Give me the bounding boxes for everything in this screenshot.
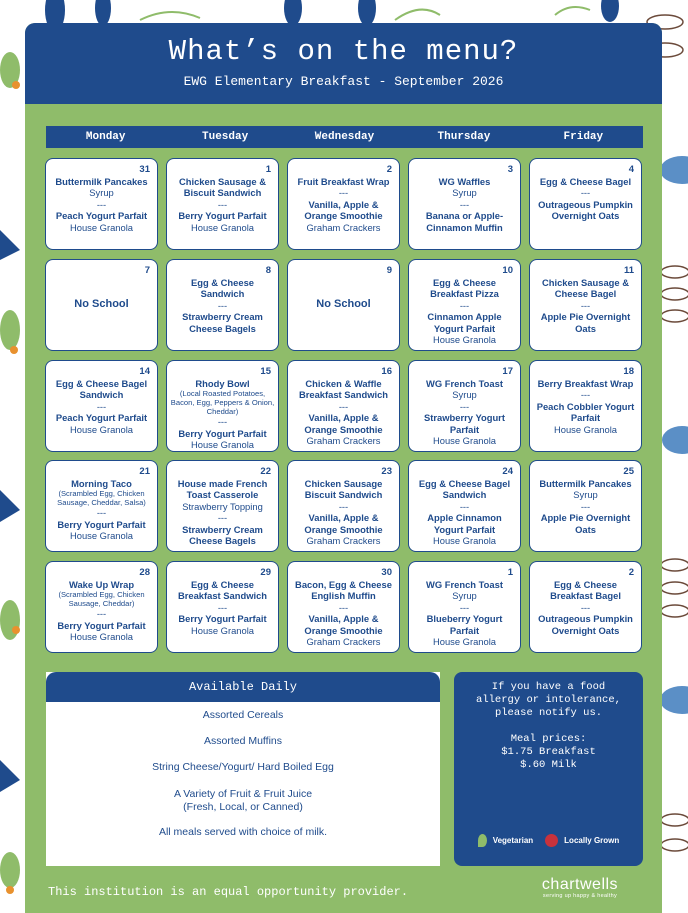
- menu-separator: ---: [459, 299, 470, 311]
- info-box: [454, 672, 643, 866]
- weekday-wednesday: Wednesday: [314, 131, 375, 143]
- menu-item: Outrageous Pumpkin Overnight Oats: [538, 198, 633, 222]
- menu-day-cell: [45, 259, 158, 351]
- menu-day-cell: [408, 460, 521, 552]
- menu-item: House Granola: [69, 530, 134, 542]
- menu-item: Banana or Apple-Cinnamon Muffin: [425, 210, 504, 233]
- menu-separator: ---: [580, 187, 591, 199]
- menu-item: WG French Toast: [426, 378, 503, 389]
- menu-item: House Granola: [190, 221, 255, 233]
- brand-name: chartwells: [541, 876, 619, 893]
- daily-item: String Cheese/Yogurt/ Hard Boiled Egg: [152, 761, 334, 773]
- menu-item: House Granola: [432, 535, 497, 547]
- menu-day-cell: [529, 158, 642, 250]
- weekday-monday: Monday: [85, 131, 126, 143]
- allergy-notice-line: If you have a food: [491, 681, 606, 693]
- daily-item: A Variety of Fruit & Fruit Juice: [173, 788, 313, 800]
- meal-prices-line: $1.75 Breakfast: [501, 746, 596, 758]
- day-number: 18: [623, 366, 634, 377]
- menu-item: Blueberry Yogurt Parfait: [426, 613, 503, 636]
- daily-item: (Fresh, Local, or Canned): [183, 801, 303, 813]
- menu-day-cell: [166, 360, 279, 452]
- menu-day-cell: [529, 259, 642, 351]
- menu-day-cell: [408, 158, 521, 250]
- day-number: 7: [144, 265, 150, 276]
- day-number: 14: [139, 366, 150, 377]
- menu-item: Morning Taco: [71, 478, 132, 489]
- menu-item: Strawberry Cream Cheese Bagels: [182, 523, 263, 547]
- menu-day-cell: [529, 360, 642, 452]
- day-number: 29: [260, 567, 271, 578]
- menu-item: Egg & Cheese Bagel Sandwich: [418, 478, 511, 501]
- menu-item: Outrageous Pumpkin Overnight Oats: [538, 613, 633, 636]
- menu-separator: ---: [217, 299, 228, 311]
- menu-day-cell: [45, 460, 158, 552]
- menu-item: Syrup: [452, 187, 477, 199]
- menu-item: Graham Crackers: [306, 535, 381, 547]
- menu-day-cell: [45, 360, 158, 452]
- menu-item: (Scrambled Egg, Chicken Sausage, Cheddar, Salsa): [57, 489, 146, 508]
- weekday-header-row: [46, 126, 643, 148]
- legend-vegetarian-label: Vegetarian: [492, 836, 534, 845]
- day-number: 8: [265, 265, 271, 276]
- day-number: 30: [381, 567, 392, 578]
- chartwells-logo: [526, 876, 634, 899]
- menu-separator: ---: [217, 601, 228, 613]
- menu-item: Vanilla, Apple & Orange Smoothie: [304, 613, 383, 636]
- menu-item: Berry Yogurt Parfait: [57, 619, 146, 631]
- day-number: 25: [623, 466, 634, 477]
- menu-item: WG French Toast: [426, 579, 503, 590]
- page-subtitle: EWG Elementary Breakfast - September 2026: [183, 74, 504, 89]
- menu-item: Berry Yogurt Parfait: [178, 613, 267, 625]
- day-number: 3: [507, 164, 513, 175]
- day-number: 24: [502, 466, 513, 477]
- menu-item: Egg & Cheese Breakfast Pizza: [430, 277, 499, 300]
- day-number: 2: [386, 164, 392, 175]
- menu-item: Egg & Cheese Breakfast Sandwich: [177, 579, 268, 602]
- menu-item: Graham Crackers: [306, 435, 381, 447]
- menu-header: [25, 23, 662, 104]
- menu-separator: ---: [217, 198, 228, 210]
- day-number: 10: [502, 265, 513, 276]
- menu-item: Graham Crackers: [306, 221, 381, 233]
- menu-item: Chicken Sausage & Cheese Bagel: [541, 277, 629, 300]
- brand-tagline: serving up happy & healthy: [542, 893, 618, 899]
- menu-separator: ---: [459, 500, 470, 512]
- day-number: 2: [628, 567, 634, 578]
- menu-item: Bacon, Egg & Cheese English Muffin: [295, 579, 392, 602]
- menu-item: Strawberry Topping: [182, 500, 263, 512]
- menu-separator: ---: [338, 500, 349, 512]
- daily-item: Assorted Cereals: [202, 709, 284, 721]
- menu-separator: ---: [96, 400, 107, 412]
- menu-item: Vanilla, Apple & Orange Smoothie: [304, 512, 383, 535]
- available-daily-title: Available Daily: [46, 672, 440, 702]
- menu-separator: ---: [338, 400, 349, 412]
- menu-separator: ---: [96, 198, 107, 210]
- menu-item: House made French Toast Casserole: [177, 478, 268, 501]
- menu-separator: ---: [96, 608, 107, 620]
- day-number: 23: [381, 466, 392, 477]
- menu-item: Syrup: [452, 389, 477, 401]
- menu-item: Egg & Cheese Breakfast Bagel: [550, 579, 621, 602]
- day-number: 22: [260, 466, 271, 477]
- day-number: 15: [260, 366, 271, 377]
- menu-item: Graham Crackers: [306, 636, 381, 648]
- available-daily-box: [46, 672, 440, 866]
- menu-item: Wake Up Wrap: [68, 579, 135, 590]
- menu-separator: ---: [580, 601, 591, 613]
- daily-item: All meals served with choice of milk.: [158, 826, 328, 838]
- equal-opportunity-notice: This institution is an equal opportunity provider.: [48, 885, 409, 899]
- menu-day-cell: [529, 561, 642, 653]
- menu-item: WG Waffles: [438, 176, 491, 187]
- menu-item: Egg & Cheese Bagel: [539, 176, 632, 187]
- legend-locally-grown-label: Locally Grown: [564, 836, 620, 845]
- menu-item: House Granola: [553, 423, 618, 435]
- page-title: What’s on the menu?: [168, 35, 519, 68]
- menu-separator: ---: [338, 601, 349, 613]
- menu-separator: ---: [580, 500, 591, 512]
- menu-separator: ---: [580, 389, 591, 401]
- menu-item: (Scrambled Egg, Chicken Sausage, Cheddar): [58, 590, 145, 609]
- meal-prices-line: Meal prices:: [510, 733, 587, 745]
- menu-item: Berry Yogurt Parfait: [178, 427, 267, 439]
- day-number: 1: [265, 164, 271, 175]
- menu-day-cell: [287, 360, 400, 452]
- menu-item: House Granola: [432, 334, 497, 346]
- day-number: 1: [507, 567, 513, 578]
- menu-item: Strawberry Cream Cheese Bagels: [182, 311, 263, 334]
- menu-day-cell: [287, 158, 400, 250]
- menu-day-cell: [45, 561, 158, 653]
- menu-separator: ---: [96, 507, 107, 519]
- menu-separator: ---: [459, 198, 470, 210]
- menu-item: House Granola: [432, 636, 497, 648]
- menu-item: Apple Cinnamon Yogurt Parfait: [427, 512, 502, 535]
- menu-day-cell: [287, 561, 400, 653]
- day-number: 11: [623, 265, 634, 276]
- day-number: 17: [502, 366, 513, 377]
- menu-item: Egg & Cheese Sandwich: [190, 277, 255, 300]
- menu-item: House Granola: [69, 221, 134, 233]
- menu-item: Berry Breakfast Wrap: [537, 378, 634, 389]
- menu-day-cell: [408, 561, 521, 653]
- day-number: 4: [628, 164, 634, 175]
- menu-item: Fruit Breakfast Wrap: [297, 176, 390, 187]
- menu-day-cell: [166, 460, 279, 552]
- menu-day-cell: [166, 259, 279, 351]
- day-number: 21: [139, 466, 150, 477]
- menu-item: Apple Pie Overnight Oats: [540, 512, 631, 535]
- day-number: 28: [139, 567, 150, 578]
- weekday-friday: Friday: [563, 131, 604, 143]
- menu-day-cell: [529, 460, 642, 552]
- menu-item: House Granola: [432, 435, 497, 447]
- menu-item: Peach Yogurt Parfait: [55, 412, 148, 424]
- menu-item: House Granola: [190, 439, 255, 451]
- menu-separator: ---: [459, 601, 470, 613]
- menu-day-cell: [45, 158, 158, 250]
- allergy-notice-line: please notify us.: [494, 707, 603, 719]
- daily-item: Assorted Muffins: [203, 735, 282, 747]
- no-school-label: No School: [74, 298, 129, 311]
- weekday-tuesday: Tuesday: [202, 131, 249, 143]
- menu-item: Vanilla, Apple & Orange Smoothie: [304, 198, 383, 222]
- meal-prices-line: $.60 Milk: [520, 759, 577, 771]
- menu-item: Peach Yogurt Parfait: [55, 210, 148, 222]
- menu-item: Syrup: [452, 590, 477, 602]
- menu-item: Buttermilk Pancakes: [539, 478, 632, 489]
- menu-separator: ---: [217, 512, 228, 524]
- menu-item: Cinnamon Apple Yogurt Parfait: [427, 311, 502, 334]
- day-number: 9: [386, 265, 392, 276]
- legend: [454, 834, 643, 847]
- menu-separator: ---: [580, 299, 591, 311]
- menu-item: Chicken & Waffle Breakfast Sandwich: [298, 378, 389, 401]
- menu-item: House Granola: [69, 423, 134, 435]
- menu-item: Strawberry Yogurt Parfait: [424, 412, 505, 435]
- menu-item: Peach Cobbler Yogurt Parfait: [536, 400, 635, 424]
- menu-day-cell: [408, 360, 521, 452]
- menu-day-cell: [166, 158, 279, 250]
- no-school-label: No School: [316, 298, 371, 311]
- menu-item: House Granola: [69, 631, 134, 643]
- menu-item: Apple Pie Overnight Oats: [540, 311, 631, 334]
- menu-separator: ---: [217, 416, 228, 428]
- menu-item: Vanilla, Apple & Orange Smoothie: [304, 412, 383, 435]
- menu-item: Chicken Sausage & Biscuit Sandwich: [178, 176, 266, 199]
- menu-separator: ---: [459, 400, 470, 412]
- menu-day-cell: [166, 561, 279, 653]
- menu-item: Rhody Bowl: [195, 378, 250, 389]
- menu-day-cell: [287, 259, 400, 351]
- menu-item: House Granola: [190, 624, 255, 636]
- menu-item: (Local Roasted Potatoes, Bacon, Egg, Peppers & Onion, Cheddar): [170, 389, 275, 417]
- day-number: 31: [139, 164, 150, 175]
- menu-item: Syrup: [573, 489, 598, 501]
- menu-item: Berry Yogurt Parfait: [57, 518, 146, 530]
- menu-day-cell: [287, 460, 400, 552]
- menu-item: Berry Yogurt Parfait: [178, 210, 267, 222]
- menu-item: Syrup: [89, 187, 114, 199]
- vegetarian-leaf-icon: [478, 834, 487, 847]
- menu-day-cell: [408, 259, 521, 351]
- weekday-thursday: Thursday: [437, 131, 491, 143]
- locally-grown-icon: [545, 834, 558, 847]
- menu-separator: ---: [338, 187, 349, 199]
- menu-item: Chicken Sausage Biscuit Sandwich: [304, 478, 383, 501]
- menu-item: Egg & Cheese Bagel Sandwich: [55, 378, 148, 401]
- menu-item: Buttermilk Pancakes: [55, 176, 148, 187]
- allergy-notice-line: allergy or intolerance,: [476, 694, 621, 706]
- day-number: 16: [381, 366, 392, 377]
